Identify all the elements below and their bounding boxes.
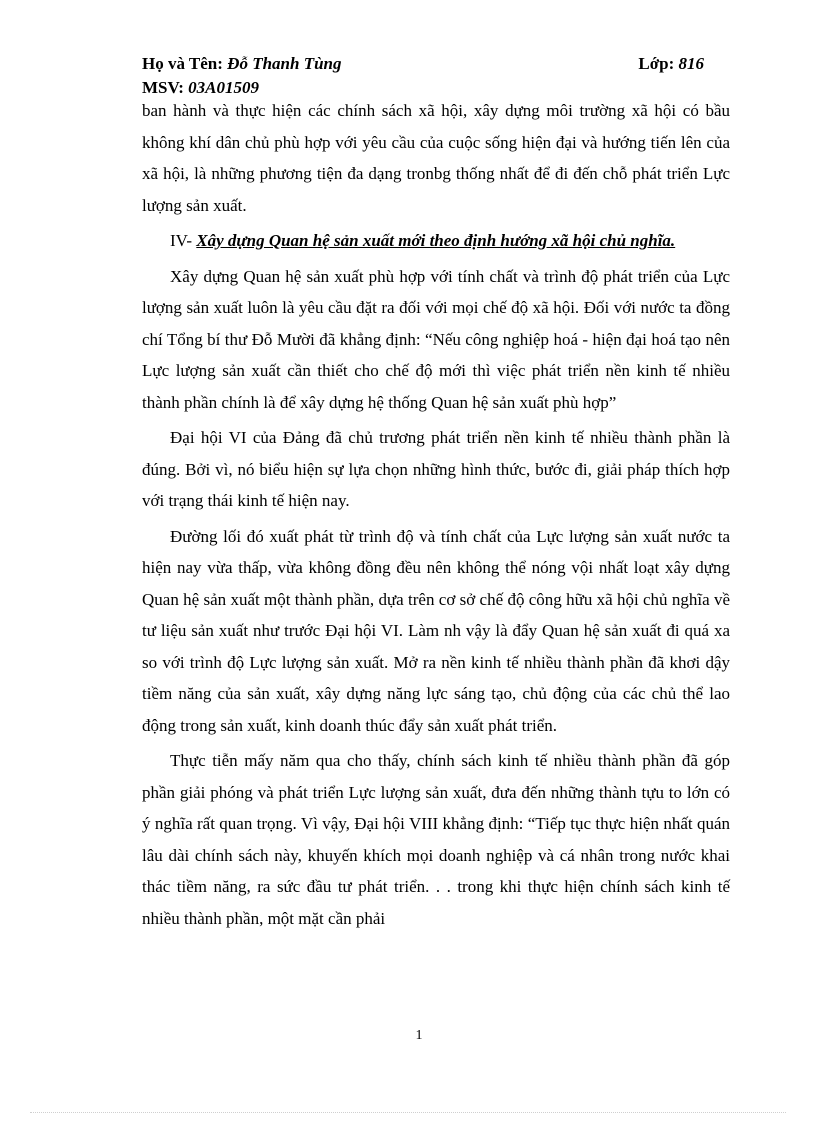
- header-row-name: [142, 52, 708, 76]
- paragraph-3: Đại hội VI của Đảng đã chủ trương phát triển nền kinh tế nhiều thành phần là đúng. Bởi vì, nó biểu hiện sự lựa chọn những hình thức, bước đi, giải pháp thích hợp với trạng thái kinh tế hiện nay.: [142, 428, 730, 510]
- section-number: IV-: [170, 231, 193, 250]
- paragraph-4: Đường lối đó xuất phát từ trình độ và tính chất của Lực lượng sản xuất nước ta hiện nay vừa thấp, vừa không đồng đều nên không thể nóng vội nhất loạt xây dựng Quan hệ sản xuất một thành phần, dựa trên cơ sở chế độ công hữu xã hội chủ nghĩa về tư liệu sản xuất như trước Đại hội VI. Làm nh vậy là đẩy Quan hệ sản xuất đi quá xa so với trình độ Lực lượng sản xuất. Mở ra nền kinh tế nhiều thành phần đã khơi dậy tiềm năng của sản xuất, xây dựng năng lực sáng tạo, chủ động của các chủ thể lao động trong sản xuất, kinh doanh thúc đẩy sản xuất phát triển.: [142, 526, 730, 735]
- student-name: [142, 52, 342, 76]
- name-label: Họ và Tên:: [142, 54, 223, 73]
- document-body: [142, 95, 730, 938]
- section-title: Xây dựng Quan hệ sản xuất mới theo định hướng xã hội chủ nghĩa.: [196, 231, 676, 250]
- name-value: Đỗ Thanh Tùng: [227, 54, 342, 73]
- paragraph-2: Xây dựng Quan hệ sản xuất phù hợp với tính chất và trình độ phát triển của Lực lượng sản xuất luôn là yêu cầu đặt ra đối với mọi chế độ xã hội. Đối với nước ta đồng chí Tổng bí thư Đỗ Mười đã khẳng định: “Nếu công nghiệp hoá - hiện đại hoá tạo nên Lực lượng sản xuất cần thiết cho chế độ mới thì việc phát triển nền kinh tế nhiều thành phần chính là để xây dựng hệ thống Quan hệ sản xuất phù hợp”: [142, 266, 730, 412]
- id-value: 03A01509: [188, 78, 259, 97]
- page-number: 1: [415, 1028, 423, 1043]
- footer-divider: [30, 1112, 786, 1113]
- class-info: [638, 52, 708, 76]
- document-header: [142, 52, 708, 100]
- paragraph-1: ban hành và thực hiện các chính sách xã hội, xây dựng môi trường xã hội có bầu không khí dân chủ phù hợp với yêu cầu của cuộc sống hiện đại và hướng tiến lên của xã hội, là những phương tiện đa dạng tronbg thống nhất để đi đến chỗ phát triển Lực lượng sản xuất.: [142, 101, 730, 215]
- section-heading: [142, 225, 730, 257]
- class-value: 816: [678, 54, 704, 73]
- paragraph-5: Thực tiễn mấy năm qua cho thấy, chính sách kinh tế nhiều thành phần đã góp phần giải phóng và phát triển Lực lượng sản xuất, đưa đến những thành tựu to lớn có ý nghĩa rất quan trọng. Vì vậy, Đại hội VIII khẳng định: “Tiếp tục thực hiện nhất quán lâu dài chính sách này, khuyến khích mọi doanh nghiệp và cá nhân trong nước khai thác tiềm năng, ra sức đầu tư phát triển. . . trong khi thực hiện chính sách kinh tế nhiều thành phần, một mặt cần phải: [142, 751, 730, 928]
- id-label: MSV:: [142, 78, 184, 97]
- class-label: Lớp:: [638, 54, 675, 73]
